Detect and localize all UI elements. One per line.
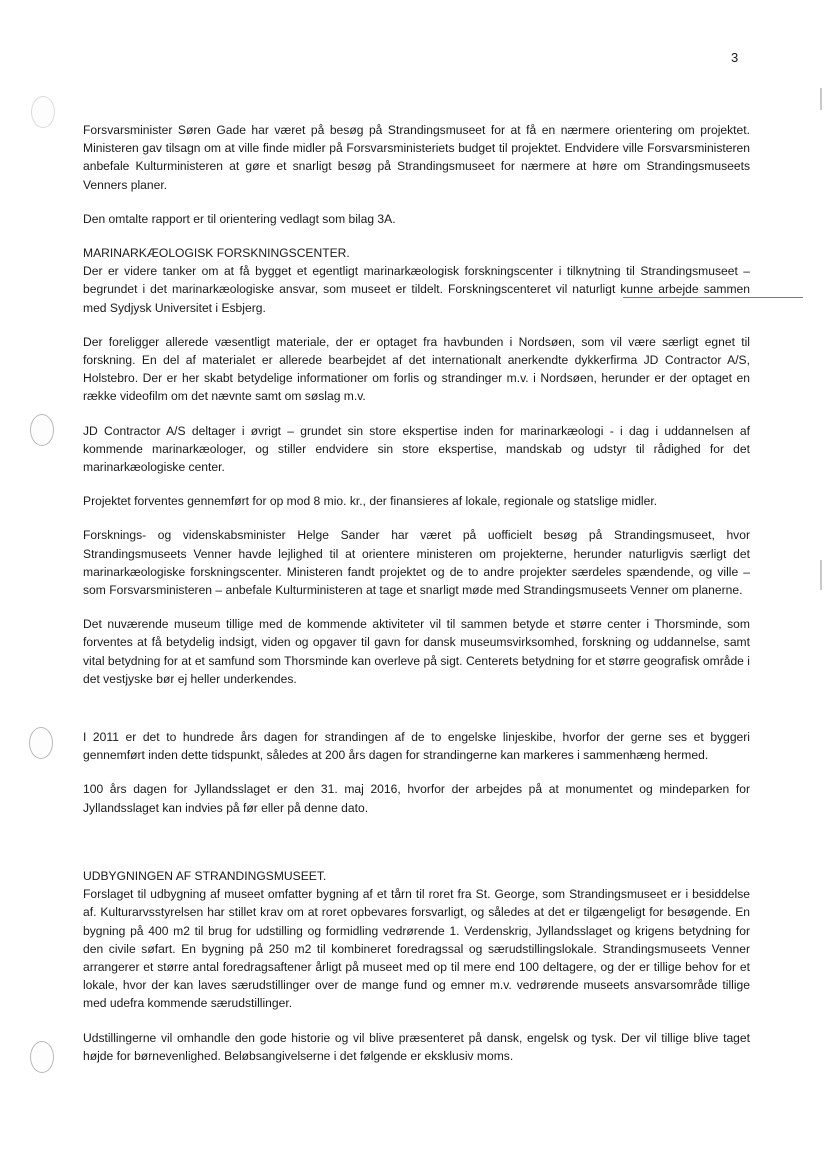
paragraph: Forsknings- og videnskabsminister Helge Sander har været på uofficielt besøg på Strandingsmuseet, hvor Strandingsmuseets Venner havde lejlighed til at orientere ministeren om projekterne, herunder naturligvis særligt det marinarkæologiske forskningscenter. Ministeren fandt projektet og de to andre projekter særdeles spændende, og ville – som Forsvarsministeren – anbefale Kulturministeren at tage et snarligt møde med Strandingsmuseets Venner om planerne.: [83, 528, 750, 598]
paragraph: Det nuværende museum tillige med de kommende aktiviteter vil til sammen betyde et større center i Thorsminde, som forventes at få betydelig indsigt, viden og opgaver til gavn for dansk museumsvirksomhed, forskning og uddannelse, samt vital betydning for at et samfund som Thorsminde kan overleve på sigt. Centerets betydning for et større geografisk område i det vestjyske bør ej heller underkendes.: [83, 617, 750, 686]
document-body: [83, 121, 750, 1081]
paragraph: Der foreligger allerede væsentligt materiale, der er optaget fra havbunden i Nordsøen, som vil være særligt egnet til forskning. En del af materialet er allerede bearbejdet af det internationalt anerkendte dykkerfirma JD Contractor A/S, Holstebro. Der er her skabt betydelige informationer om forlis og strandinger m.v. i Nordsøen, herunder er der optaget en række videofilm om det nævnte samt om søslag m.v.: [83, 334, 750, 404]
punch-hole: [30, 1041, 54, 1073]
paragraph: JD Contractor A/S deltager i øvrigt – grundet sin store ekspertise inden for marinarkæologi - i dag i uddannelsen af kommende marinarkæologer, og stiller endvidere sin store ekspertise, mandskab og udstyr til rådighed for det marinarkæologiske center.: [83, 423, 750, 475]
paragraph: Den omtalte rapport er til orientering vedlagt som bilag 3A.: [83, 211, 396, 226]
section-heading: UDBYGNINGEN AF STRANDINGSMUSEET.: [83, 868, 327, 883]
punch-hole: [29, 727, 53, 759]
paragraph: Forslaget til udbygning af museet omfatter bygning af et tårn til roret fra St. George, som Strandingsmuseet er i besiddelse af. Kulturarvsstyrelsen har stillet krav om at roret opbevares forsvarligt, og således at det er tilgængeligt for besøgende. En bygning på 400 m2 til brug for udstilling og formidling vedrørende 1. Verdenskrig, Jyllandsslaget og krigens betydning for den civile søfart. En bygning på 250 m2 til kombineret foredragssal og særudstillingslokale. Strandingsmuseets Venner arrangerer et større antal foredragsaftener årligt på museet med op til mere end 100 deltagere, og der er tillige behov for et lokale, hvor der kan laves særudstillinger over de mange fund og emner m.v. vedrørende museets ansvarsområde tillige med udefra kommende særudstillinger.: [83, 887, 750, 1011]
paragraph: 100 års dagen for Jyllandsslaget er den 31. maj 2016, hvorfor der arbejdes på at monumentet og mindeparken for Jyllandsslaget kan indvies på før eller på denne dato.: [83, 782, 750, 815]
section-heading: MARINARKÆOLOGISK FORSKNINGSCENTER.: [83, 246, 350, 261]
punch-hole: [30, 414, 54, 446]
paragraph: Projektet forventes gennemført for op mod 8 mio. kr., der finansieres af lokale, regionale og statslige midler.: [83, 494, 658, 509]
scan-edge-mark: [820, 88, 822, 110]
page-number: 3: [731, 50, 739, 65]
punch-hole: [31, 96, 55, 128]
paragraph: Der er videre tanker om at få bygget et egentligt marinarkæologisk forskningscenter i tilknytning til Strandingsmuseet – begrundet i det marinarkæologiske ansvar, som museet er tildelt. Forskningscenteret vil naturligt kunne arbejde sammen med Sydjysk Universitet i Esbjerg.: [83, 264, 750, 315]
paragraph: I 2011 er det to hundrede års dagen for strandingen af de to engelske linjeskibe, hvorfor der gerne ses et byggeri gennemført inden dette tidspunkt, således at 200 års dagen for strandingerne kan markeres i sammenhæng hermed.: [83, 730, 750, 763]
scan-edge-mark: [820, 560, 822, 590]
paragraph: Udstillingerne vil omhandle den gode historie og vil blive præsenteret på dansk, engelsk og tysk. Der vil tillige blive taget højde for børnevenlighed. Beløbsangivelserne i det følgende er eksklusiv moms.: [83, 1030, 750, 1063]
paragraph: Forsvarsminister Søren Gade har været på besøg på Strandingsmuseet for at få en nærmere orientering om projektet. Ministeren gav tilsagn om at ville finde midler på Forsvarsministeriets budget til projektet. Endvidere ville Forsvarsministeren anbefale Kulturministeren at gøre et snarligt besøg på Strandingsmuseet for nærmere at høre om Strandingsmuseets Venners planer.: [83, 123, 750, 192]
